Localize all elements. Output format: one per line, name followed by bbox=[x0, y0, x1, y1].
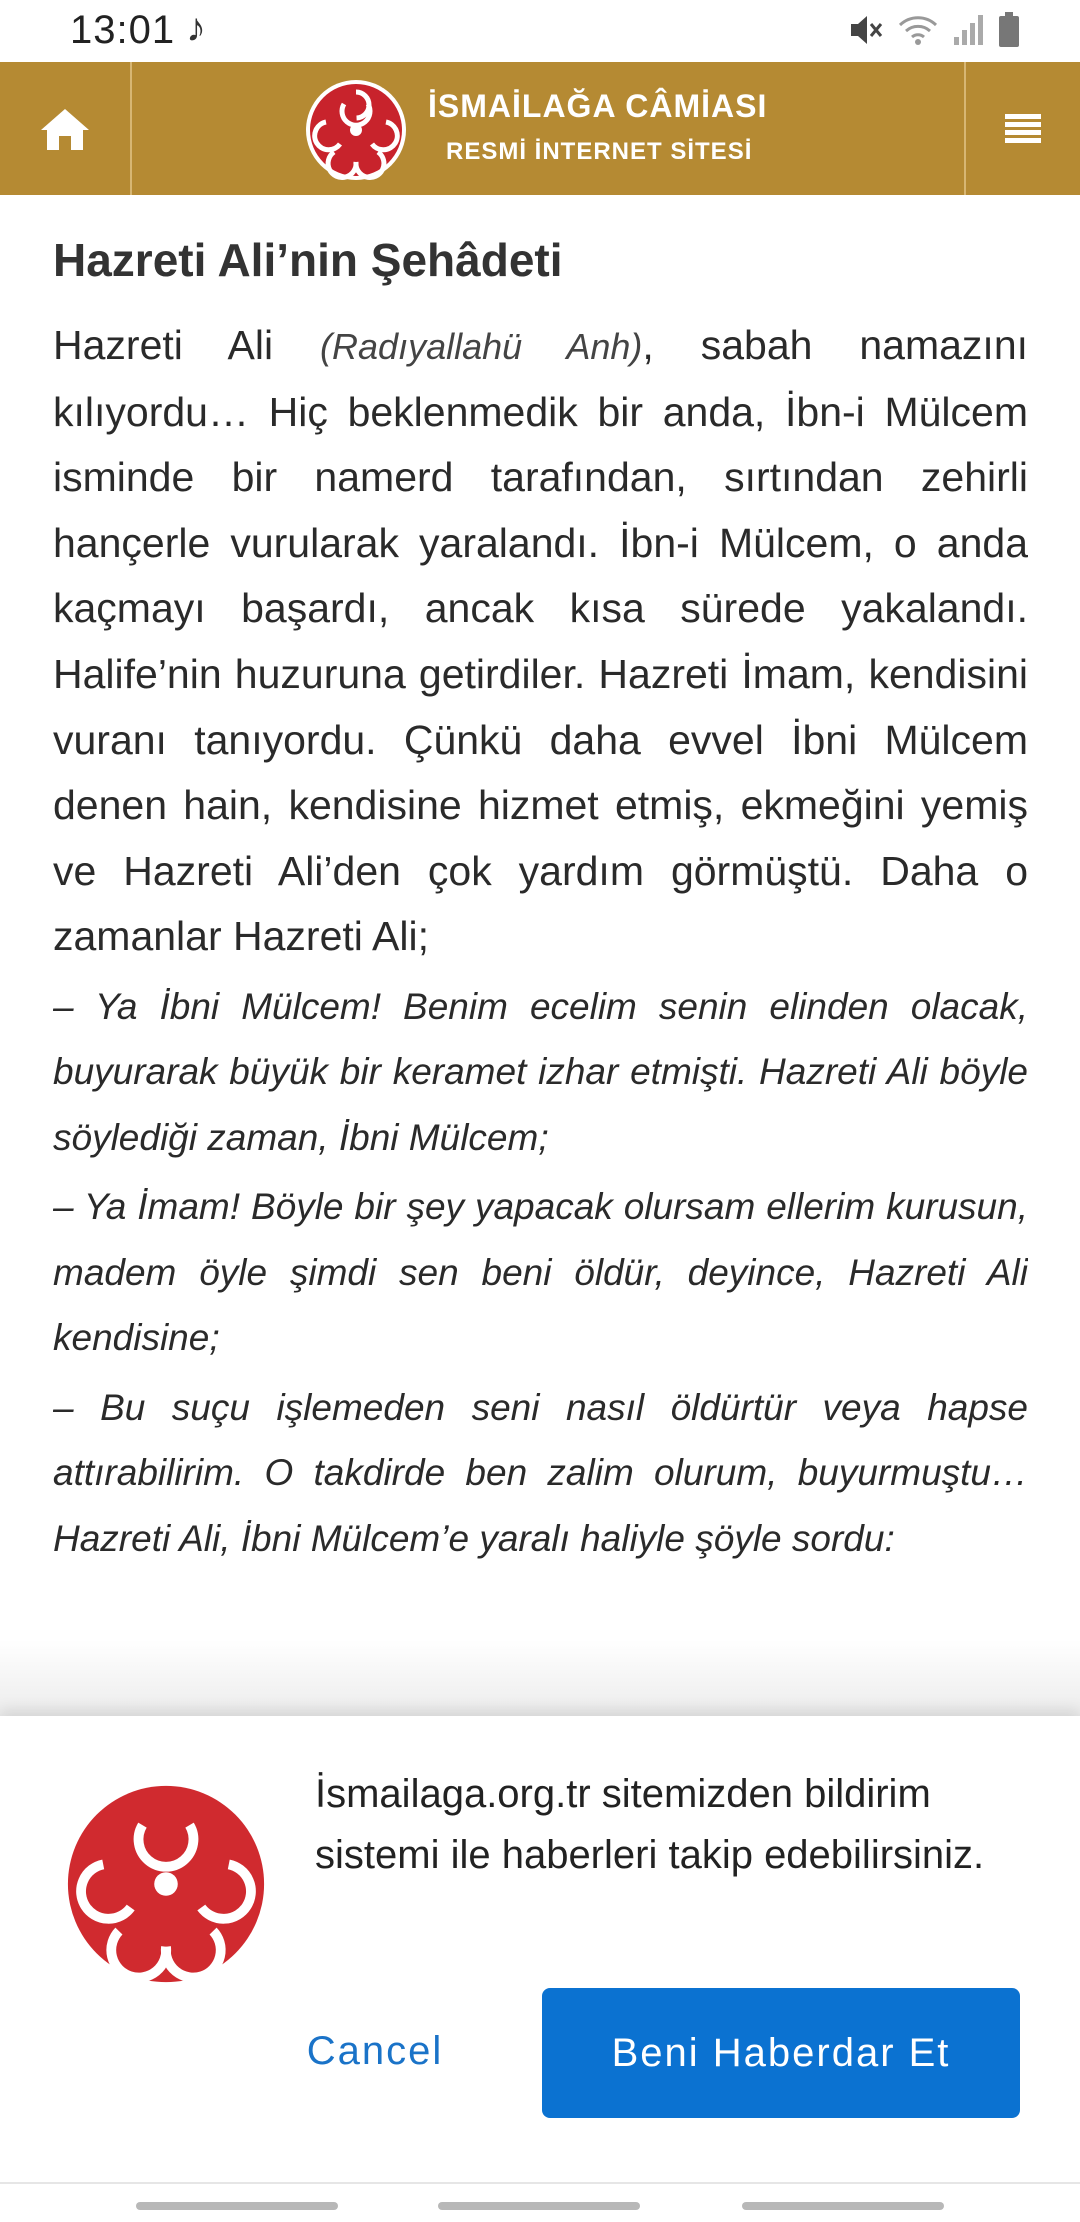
content-fade bbox=[0, 1640, 1080, 1720]
mute-icon bbox=[848, 13, 884, 52]
article-content bbox=[53, 195, 1028, 1715]
prompt-logo bbox=[64, 1782, 268, 1986]
music-note-icon: ♪ bbox=[186, 6, 206, 50]
cancel-button[interactable]: Cancel bbox=[306, 2028, 444, 2073]
wifi-icon bbox=[898, 13, 938, 52]
nav-back-button[interactable] bbox=[742, 2202, 944, 2210]
status-icons bbox=[848, 14, 1020, 50]
signal-icon bbox=[952, 13, 984, 52]
paragraph-intro-name: Hazreti Ali bbox=[53, 322, 321, 368]
nav-home-button[interactable] bbox=[438, 2202, 640, 2210]
brand-subtitle: RESMİ İNTERNET SİTESİ bbox=[446, 138, 753, 165]
brand-title[interactable]: İSMAİLAĞA CÂMİASI bbox=[428, 88, 768, 124]
nav-recent-button[interactable] bbox=[136, 2202, 338, 2210]
site-logo[interactable] bbox=[304, 78, 408, 182]
hamburger-menu-icon bbox=[1003, 112, 1043, 146]
status-bar bbox=[0, 0, 1080, 62]
menu-button[interactable] bbox=[964, 62, 1080, 195]
paragraph-text: , sabah namazını kılıyordu… Hiç beklenmedik bir anda, İbn-i Mülcem isminde bir namerd tarafından, sırtından zehirli hançerle vurularak yaralandı. İbn-i Mülcem, o anda kaçmayı başardı, ancak kısa sürede yakalandı. Halife’nin huzuruna getirdiler. Hazreti İmam, kendisini vuranı tanıyordu. Çünkü daha evvel İbni Mülcem denen hain, kendisine hizmet etmiş, ekmeğini yemiş ve Hazreti Ali’den çok yardım görmüştü. Daha o zamanlar Hazreti Ali; bbox=[53, 322, 1028, 960]
site-header bbox=[0, 62, 1080, 195]
prompt-message: İsmailaga.org.tr sitemizden bildirim sistemi ile haberleri takip edebilirsiniz. bbox=[315, 1772, 985, 1877]
status-time: 13:01 bbox=[70, 8, 176, 52]
subscribe-button[interactable]: Beni Haberdar Et bbox=[542, 1988, 1020, 2118]
home-button[interactable] bbox=[0, 62, 132, 195]
battery-icon bbox=[998, 12, 1020, 53]
article-title: Hazreti Ali’nin Şehâdeti bbox=[53, 234, 563, 286]
home-icon bbox=[39, 106, 91, 152]
notification-prompt bbox=[0, 1716, 1080, 2182]
quote-paragraph: – Bu suçu işlemeden seni nasıl öldürtür veya hapse attırabilirim. O takdirde ben zalim olurum, buyurmuştu… Hazreti Ali, İbni Mülcem’e yaralı haliyle şöyle sordu: bbox=[53, 1386, 1028, 1559]
quote-paragraph: – Ya İbni Mülcem! Benim ecelim senin elinden olacak, buyurarak büyük bir keramet izhar etmişti. Hazreti Ali böyle söylediği zaman, İbni Mülcem; bbox=[53, 985, 1028, 1158]
quote-paragraph: – Ya İmam! Böyle bir şey yapacak olursam ellerim kurusun, madem öyle şimdi sen beni öldür, deyince, Hazreti Ali kendisine; bbox=[53, 1186, 1028, 1359]
article-paragraph bbox=[53, 313, 1028, 970]
system-nav-bar bbox=[0, 2182, 1080, 2222]
paragraph-honorific: (Radıyallahü Anh) bbox=[320, 326, 643, 367]
